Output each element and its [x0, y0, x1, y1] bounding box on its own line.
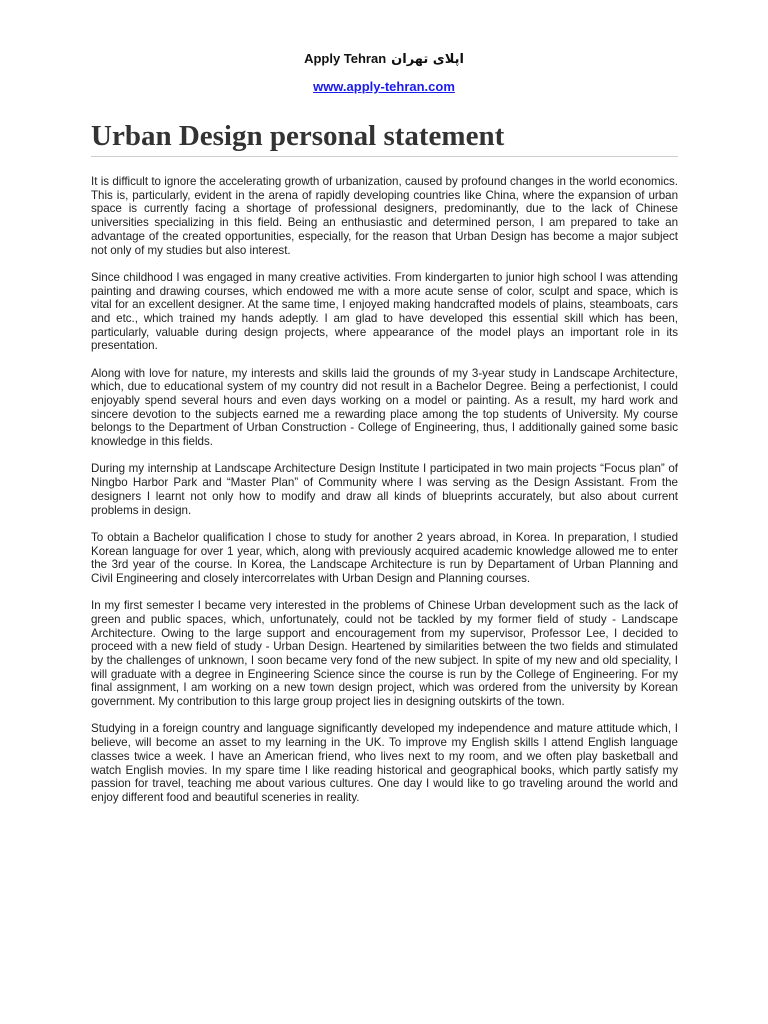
brand-name-persian: اپلای تهران	[391, 52, 464, 67]
title-divider	[91, 156, 678, 157]
paragraph-7: Studying in a foreign country and language significantly developed my independence and mature attitude which, I believe, will become an asset to my learning in the UK. To improve my English skills I attend English language classes twice a week. I have an American friend, who lives next to my room, and we often play basketball and watch English movies. In my spare time I like reading historical and geographical books, which partly satisfy my passion for travel, teaching me about various cultures. One day I would like to go traveling around the world and enjoy different food and beautiful sceneries in reality.	[91, 722, 678, 804]
paragraph-5: To obtain a Bachelor qualification I chose to study for another 2 years abroad, in Korea. In preparation, I studied Korean language for over 1 year, which, along with previously acquired academic knowledge allowed me to enter the 3rd year of the course. In Korea, the Landscape Architecture is run by Departament of Urban Planning and Civil Engineering and closely intercorrelates with Urban Design and Planning courses.	[91, 530, 678, 585]
paragraph-1: It is difficult to ignore the accelerating growth of urbanization, caused by profound changes in the world economics. This is, particularly, evident in the arena of rapidly developing countries like China, where the expansion of urban space is currently facing a shortage of professional designers, predominantly, due to the lack of Chinese universities specializing in this field. Being an enthusiastic and determined person, I am prepared to take an advantage of the created opportunities, especially, for the reason that Urban Design has become a major subject not only of my studies but also interest.	[91, 175, 678, 257]
paragraph-4: During my internship at Landscape Architecture Design Institute I participated in two main projects “Focus plan” of Ningbo Harbor Park and “Master Plan” of Community where I was serving as the Design Assistant. From the designers I learnt not only how to modify and draw all kinds of blueprints accurately, but also about current problems in design.	[91, 462, 678, 517]
paragraph-2: Since childhood I was engaged in many creative activities. From kindergarten to junior high school I was attending painting and drawing courses, which endowed me with a more acute sense of color, sculpt and space, which is vital for an excellent designer. At the same time, I enjoyed making handcrafted models of plains, steamboats, cars and etc., which trained my hands adeptly. I am glad to have developed this essential skill which has been, particularly, valuable during design projects, where appearance of the model plays an important role in its presentation.	[91, 270, 678, 353]
brand-name-english: Apply Tehran	[304, 51, 387, 66]
page-header	[0, 47, 768, 96]
document-body	[91, 175, 678, 818]
document-title: Urban Design personal statement	[91, 120, 505, 152]
paragraph-3: Along with love for nature, my interests and skills laid the grounds of my 3-year study in Landscape Architecture, which, due to educational system of my country did not result in a Bachelor Degree. Being a perfectionist, I could enjoyably spend several hours and even days working on a model or painting. As a result, my hard work and sincere devotion to the subjects earned me a rewarding place among the top students of University. My course belongs to the Department of Urban Construction - College of Engineering, thus, I additionally gained some basic knowledge in this fields.	[91, 366, 678, 449]
paragraph-6: In my first semester I became very interested in the problems of Chinese Urban development such as the lack of green and public spaces, which, unfortunately, could not be tackled by my former field of study - Landscape Architecture. Owing to the large support and encouragement from my supervisor, Professor Lee, I decided to proceed with a new field of study - Urban Design. Heartened by similarities between the two fields and stimulated by the challenges of unknown, I soon became very fond of the new subject. In spite of my new and old speciality, I will graduate with a degree in Engineering Science since the course is run by the College of Engineering. For my final assignment, I am working on a new town design project, which was ordered from the university by Korean government. My contribution to this large group project lies in designing outskirts of the town.	[91, 599, 678, 709]
brand-line	[304, 47, 464, 72]
website-link[interactable]: www.apply-tehran.com	[313, 79, 455, 94]
